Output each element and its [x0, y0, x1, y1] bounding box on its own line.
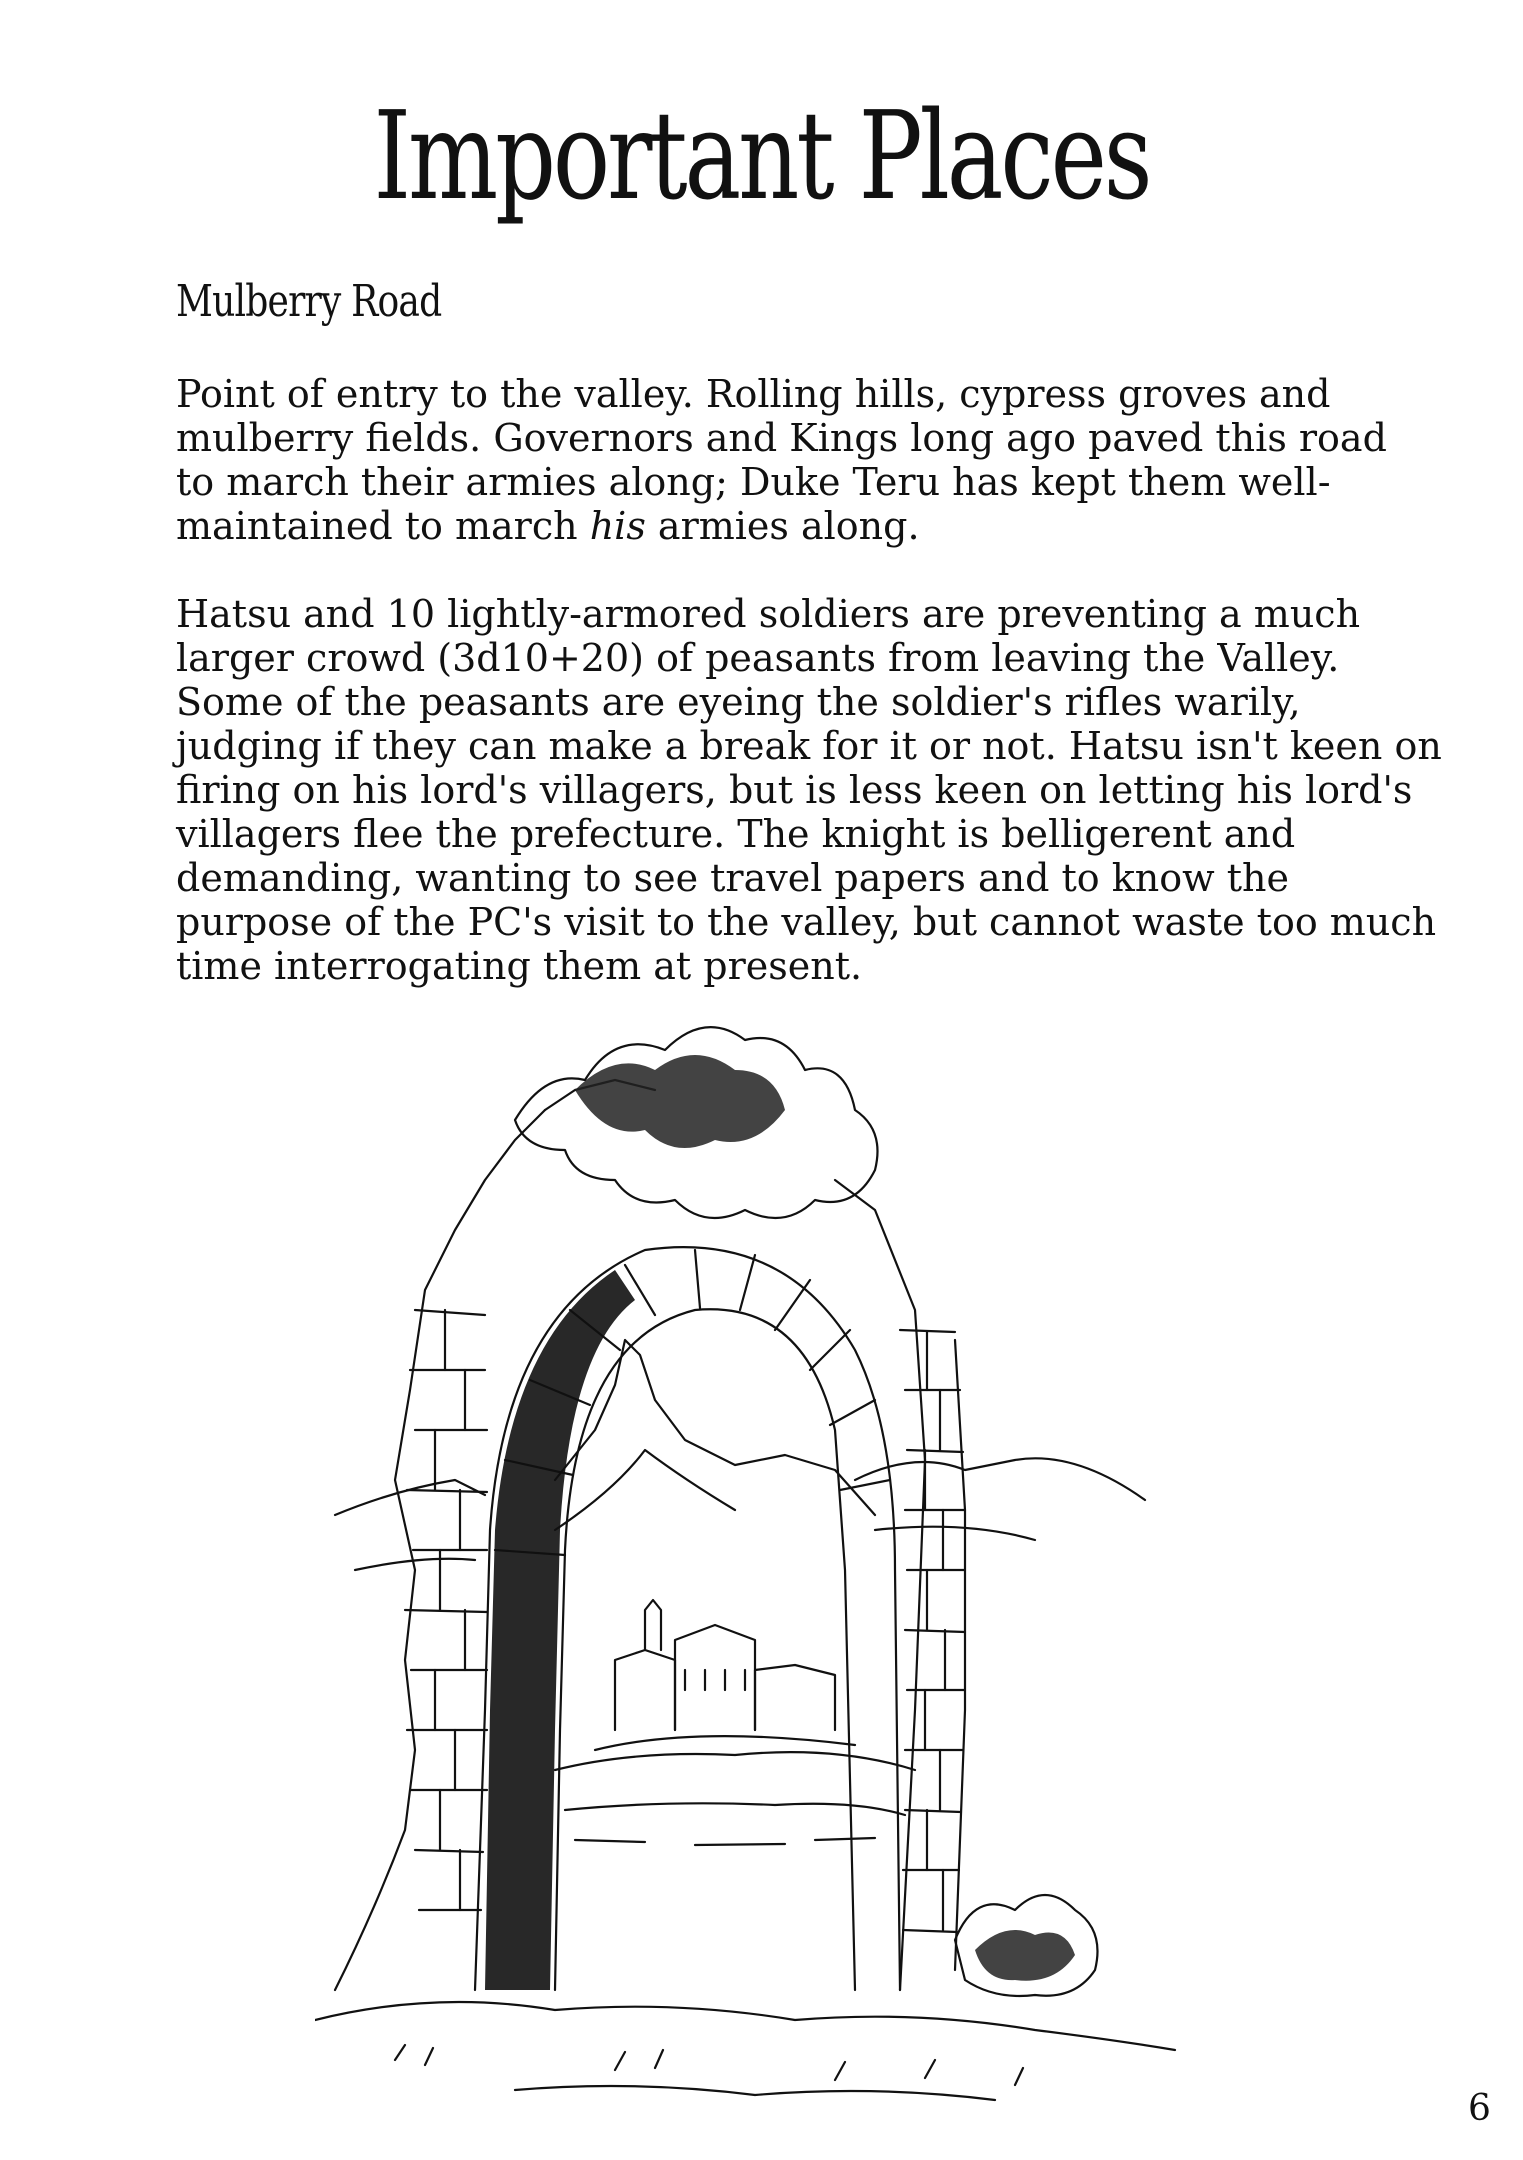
- text-line: demanding, wanting to see travel papers and to know the: [176, 856, 1289, 900]
- paragraph-scene: [176, 592, 1442, 988]
- text-line: judging if they can make a break for it or not. Hatsu isn't keen on: [176, 724, 1442, 768]
- stone-courses: [900, 1330, 965, 1932]
- text-line: Some of the peasants are eyeing the soldier's rifles warily,: [176, 680, 1301, 724]
- text-line: mulberry fields. Governors and Kings long ago paved this road: [176, 416, 1387, 460]
- text-line: [176, 504, 1376, 548]
- island-castle: [755, 1665, 835, 1730]
- text-line: larger crowd (3d10+20) of peasants from leaving the Valley.: [176, 636, 1340, 680]
- mountain-range: [335, 1480, 485, 1515]
- island-castle: [595, 1736, 855, 1750]
- section-heading: Mulberry Road: [176, 276, 442, 327]
- page-title: Important Places: [373, 85, 1150, 227]
- paragraph-intro: [176, 372, 1387, 548]
- text-fragment: maintained to march: [176, 504, 590, 548]
- text-line: Point of entry to the valley. Rolling hills, cypress groves and: [176, 372, 1331, 416]
- stone-courses: [405, 1310, 487, 1910]
- text-line: Hatsu and 10 lightly-armored soldiers are preventing a much: [176, 592, 1361, 636]
- mountain-range: [555, 1340, 875, 1515]
- mountain-range: [875, 1527, 1035, 1540]
- island-castle: [685, 1670, 745, 1690]
- foreground-ground: [395, 2045, 1023, 2085]
- arch-shadow: [485, 1270, 635, 1990]
- foliage-shade: [975, 1930, 1075, 1981]
- foliage-shade: [575, 1055, 785, 1148]
- foreground-ground: [315, 2002, 1175, 2050]
- mountain-range: [855, 1458, 1145, 1500]
- text-line: to march their armies along; Duke Teru has kept them well-: [176, 460, 1331, 504]
- text-line: firing on his lord's villagers, but is less keen on letting his lord's: [176, 768, 1413, 812]
- lake-shore: [575, 1838, 875, 1845]
- island-castle: [645, 1600, 661, 1650]
- island-castle: [615, 1650, 675, 1730]
- foreground-ground: [515, 2086, 995, 2100]
- text-line: time interrogating them at present.: [176, 944, 863, 988]
- lake-shore: [565, 1803, 905, 1815]
- mountain-range: [555, 1450, 735, 1530]
- right-pillar: [955, 1340, 965, 1970]
- island-castle: [675, 1625, 755, 1730]
- text-line: purpose of the PC's visit to the valley, but cannot waste too much: [176, 900, 1437, 944]
- text-line: villagers flee the prefecture. The knight is belligerent and: [176, 812, 1296, 856]
- arch-inner: [555, 1309, 855, 1990]
- lake-shore: [555, 1752, 915, 1770]
- page-number: 6: [1468, 2088, 1491, 2129]
- emphasis-text: his: [589, 504, 646, 548]
- right-pillar: [835, 1180, 925, 1990]
- text-fragment: armies along.: [645, 504, 920, 548]
- ruined-arch-illustration: [315, 1010, 1215, 2110]
